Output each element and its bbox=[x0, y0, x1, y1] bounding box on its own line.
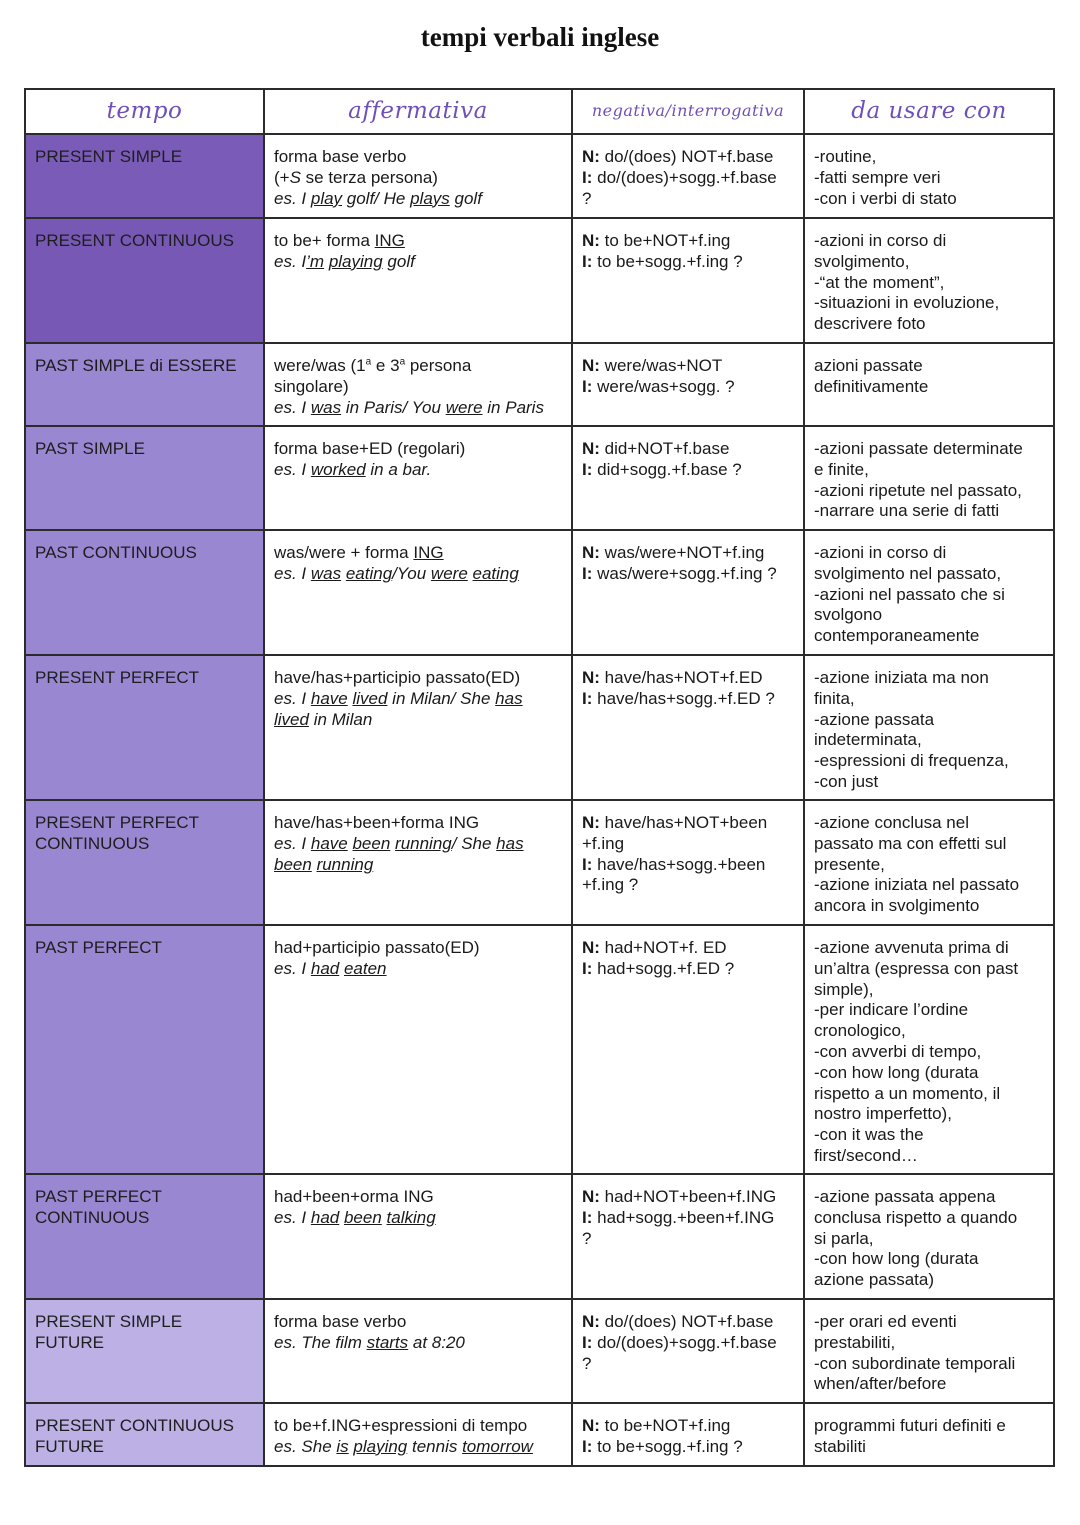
usage-line: nostro imperfetto), bbox=[814, 1104, 952, 1124]
interrogative-form: I: do/(does)+sogg.+f.base bbox=[582, 1332, 777, 1352]
interrogative-form: I: had+sogg.+f.ED ? bbox=[582, 958, 735, 978]
usage-line: -azione passata bbox=[814, 709, 935, 729]
form-line-cont: singolare) bbox=[274, 376, 349, 396]
negative-interrogative-cell bbox=[572, 530, 804, 655]
usage-line: -azioni in corso di bbox=[814, 231, 947, 250]
tense-name: PRESENT CONTINUOUS bbox=[35, 231, 234, 250]
header-tempo: tempo bbox=[25, 89, 264, 134]
usage-cell bbox=[804, 343, 1054, 426]
header-negativa-interrogativa: negativa/interrogativa bbox=[572, 89, 804, 134]
negative-form-cont: +f.ing bbox=[582, 833, 625, 853]
usage-line: -azione conclusa nel bbox=[814, 813, 969, 832]
usage-line: -routine, bbox=[814, 147, 877, 166]
negative-interrogative-cell bbox=[572, 1403, 804, 1466]
usage-cell bbox=[804, 426, 1054, 530]
interrogative-form-cont: +f.ing ? bbox=[582, 875, 639, 895]
usage-line: conclusa rispetto a quando bbox=[814, 1207, 1018, 1227]
usage-cell bbox=[804, 134, 1054, 218]
usage-line: -per orari ed eventi bbox=[814, 1312, 957, 1331]
usage-line: prestabiliti, bbox=[814, 1332, 896, 1352]
example: es. She is playing tennis tomorrow bbox=[274, 1436, 533, 1456]
interrogative-form: I: have/has+sogg.+been bbox=[582, 854, 766, 874]
usage-line: -azione iniziata ma non bbox=[814, 668, 989, 687]
form-line: to be+f.ING+espressioni di tempo bbox=[274, 1416, 528, 1435]
usage-line: -azione avvenuta prima di bbox=[814, 938, 1009, 957]
affirmative-cell bbox=[264, 134, 572, 218]
tense-name: PAST SIMPLE bbox=[35, 439, 145, 458]
table-row bbox=[25, 800, 1054, 925]
usage-line: -azioni in corso di bbox=[814, 543, 947, 562]
example: es. I play golf/ He plays golf bbox=[274, 188, 482, 208]
usage-cell bbox=[804, 1403, 1054, 1466]
usage-line: un’altra (espressa con past bbox=[814, 958, 1019, 978]
usage-line: azioni passate bbox=[814, 356, 923, 375]
tense-name-cont: FUTURE bbox=[35, 1332, 104, 1352]
affirmative-cell bbox=[264, 1174, 572, 1299]
negative-form: N: do/(does) NOT+f.base bbox=[582, 147, 774, 166]
tense-cell bbox=[25, 218, 264, 343]
usage-line: definitivamente bbox=[814, 376, 929, 396]
form-line: forma base verbo bbox=[274, 1312, 407, 1331]
table-row bbox=[25, 218, 1054, 343]
tense-cell bbox=[25, 655, 264, 800]
negative-interrogative-cell bbox=[572, 800, 804, 925]
usage-line: cronologico, bbox=[814, 1021, 906, 1041]
interrogative-form-cont: ? bbox=[582, 1353, 592, 1373]
negative-form: N: had+NOT+f. ED bbox=[582, 938, 727, 957]
tense-name-cont: FUTURE bbox=[35, 1436, 104, 1456]
usage-line: si parla, bbox=[814, 1228, 874, 1248]
tense-name: PAST CONTINUOUS bbox=[35, 543, 197, 562]
form-line: were/was (1$^a$ e 3$^a$ persona bbox=[274, 356, 472, 375]
usage-line: -con i verbi di stato bbox=[814, 188, 957, 208]
usage-line: when/after/before bbox=[814, 1374, 947, 1394]
example: es. I have lived in Milan/ She has bbox=[274, 688, 523, 708]
table-row bbox=[25, 426, 1054, 530]
interrogative-form: I: have/has+sogg.+f.ED ? bbox=[582, 688, 775, 708]
negative-interrogative-cell bbox=[572, 343, 804, 426]
usage-line: contemporaneamente bbox=[814, 626, 980, 646]
table-row bbox=[25, 343, 1054, 426]
usage-line: simple), bbox=[814, 979, 874, 999]
usage-line: svolgimento, bbox=[814, 251, 910, 271]
affirmative-cell bbox=[264, 426, 572, 530]
table-row bbox=[25, 1174, 1054, 1299]
usage-line: finita, bbox=[814, 688, 855, 708]
usage-line: -azione passata appena bbox=[814, 1187, 996, 1206]
usage-line: rispetto a un momento, il bbox=[814, 1083, 1001, 1103]
usage-cell bbox=[804, 800, 1054, 925]
usage-line: -con how long (durata bbox=[814, 1062, 979, 1082]
usage-line: descrivere foto bbox=[814, 314, 926, 334]
header-affermativa: affermativa bbox=[264, 89, 572, 134]
form-line: forma base verbo bbox=[274, 147, 407, 166]
example: es. I’m playing golf bbox=[274, 251, 415, 271]
tense-name: PAST PERFECT bbox=[35, 1187, 162, 1206]
page-title: tempi verbali inglese bbox=[420, 22, 660, 52]
interrogative-form: I: to be+sogg.+f.ing ? bbox=[582, 1436, 743, 1456]
tense-name-cont: CONTINUOUS bbox=[35, 833, 150, 853]
usage-cell bbox=[804, 1299, 1054, 1403]
usage-line: programmi futuri definiti e bbox=[814, 1416, 1006, 1435]
verb-tenses-table bbox=[24, 88, 1055, 1467]
interrogative-form: I: was/were+sogg.+f.ing ? bbox=[582, 563, 777, 583]
negative-interrogative-cell bbox=[572, 925, 804, 1174]
negative-interrogative-cell bbox=[572, 426, 804, 530]
usage-line: -con just bbox=[814, 771, 879, 791]
usage-line: -con how long (durata bbox=[814, 1249, 979, 1269]
usage-line: svolgono bbox=[814, 605, 883, 625]
tense-name: PRESENT CONTINUOUS bbox=[35, 1416, 234, 1435]
example: es. I have been running/ She has bbox=[274, 833, 524, 853]
example-cont: been running bbox=[274, 854, 374, 874]
usage-line: indeterminata, bbox=[814, 730, 922, 750]
tense-cell bbox=[25, 1299, 264, 1403]
usage-cell bbox=[804, 655, 1054, 800]
form-note: (+S se terza persona) bbox=[274, 167, 438, 187]
usage-line: -situazioni in evoluzione, bbox=[814, 293, 1000, 313]
usage-cell bbox=[804, 530, 1054, 655]
tense-cell bbox=[25, 134, 264, 218]
tense-name-cont: CONTINUOUS bbox=[35, 1207, 150, 1227]
example: es. I had been talking bbox=[274, 1207, 436, 1227]
usage-line: ancora in svolgimento bbox=[814, 896, 980, 916]
usage-line: azione passata) bbox=[814, 1270, 935, 1290]
negative-interrogative-cell bbox=[572, 134, 804, 218]
usage-line: -fatti sempre veri bbox=[814, 167, 941, 187]
header-da-usare-con: da usare con bbox=[804, 89, 1054, 134]
usage-cell bbox=[804, 218, 1054, 343]
negative-form: N: have/has+NOT+been bbox=[582, 813, 768, 832]
usage-line: -per indicare l’ordine bbox=[814, 1000, 969, 1020]
interrogative-form: I: did+sogg.+f.base ? bbox=[582, 459, 742, 479]
negative-form: N: were/was+NOT bbox=[582, 356, 723, 375]
usage-line: -con avverbi di tempo, bbox=[814, 1041, 982, 1061]
tense-cell bbox=[25, 530, 264, 655]
affirmative-cell bbox=[264, 530, 572, 655]
negative-interrogative-cell bbox=[572, 218, 804, 343]
interrogative-form: I: to be+sogg.+f.ing ? bbox=[582, 251, 743, 271]
table-row bbox=[25, 1299, 1054, 1403]
interrogative-form-cont: ? bbox=[582, 188, 592, 208]
table-row bbox=[25, 1403, 1054, 1466]
tense-name: PAST PERFECT bbox=[35, 938, 162, 957]
negative-form: N: to be+NOT+f.ing bbox=[582, 231, 731, 250]
affirmative-cell bbox=[264, 218, 572, 343]
form-line: to be+ forma ING bbox=[274, 231, 405, 250]
negative-form: N: have/has+NOT+f.ED bbox=[582, 668, 763, 687]
negative-form: N: do/(does) NOT+f.base bbox=[582, 1312, 774, 1331]
usage-line: -“at the moment”, bbox=[814, 272, 945, 292]
tense-cell bbox=[25, 426, 264, 530]
usage-line: svolgimento nel passato, bbox=[814, 563, 1002, 583]
negative-form: N: was/were+NOT+f.ing bbox=[582, 543, 765, 562]
header-row bbox=[25, 89, 1054, 134]
usage-line: stabiliti bbox=[814, 1436, 866, 1456]
table-row bbox=[25, 925, 1054, 1174]
usage-line: -azioni ripetute nel passato, bbox=[814, 480, 1022, 500]
negative-form: N: had+NOT+been+f.ING bbox=[582, 1187, 777, 1206]
interrogative-form: I: do/(does)+sogg.+f.base bbox=[582, 167, 777, 187]
example-cont: lived in Milan bbox=[274, 709, 373, 729]
tense-name: PRESENT SIMPLE bbox=[35, 1312, 183, 1331]
example: es. I worked in a bar. bbox=[274, 459, 432, 479]
table-row bbox=[25, 134, 1054, 218]
form-line: have/has+been+forma ING bbox=[274, 813, 480, 832]
affirmative-cell bbox=[264, 925, 572, 1174]
negative-interrogative-cell bbox=[572, 1174, 804, 1299]
usage-line: presente, bbox=[814, 854, 885, 874]
negative-interrogative-cell bbox=[572, 1299, 804, 1403]
negative-form: N: did+NOT+f.base bbox=[582, 439, 730, 458]
interrogative-form: I: had+sogg.+been+f.ING bbox=[582, 1207, 775, 1227]
usage-cell bbox=[804, 1174, 1054, 1299]
tense-name: PAST SIMPLE di ESSERE bbox=[35, 356, 237, 375]
usage-line: -con it was the bbox=[814, 1125, 924, 1145]
affirmative-cell bbox=[264, 800, 572, 925]
usage-line: e finite, bbox=[814, 459, 869, 479]
form-line: have/has+participio passato(ED) bbox=[274, 668, 521, 687]
example: es. I was in Paris/ You were in Paris bbox=[274, 397, 544, 417]
tense-cell bbox=[25, 1403, 264, 1466]
tense-cell bbox=[25, 1174, 264, 1299]
tense-name: PRESENT SIMPLE bbox=[35, 147, 183, 166]
form-line: had+participio passato(ED) bbox=[274, 938, 480, 957]
usage-line: -azione iniziata nel passato bbox=[814, 875, 1020, 895]
example: es. I had eaten bbox=[274, 958, 387, 978]
usage-line: first/second… bbox=[814, 1145, 918, 1165]
form-line: was/were + forma ING bbox=[274, 543, 444, 562]
usage-line: -azioni nel passato che si bbox=[814, 584, 1005, 604]
usage-line: -azioni passate determinate bbox=[814, 439, 1023, 458]
usage-line: passato ma con effetti sul bbox=[814, 833, 1007, 853]
usage-cell bbox=[804, 925, 1054, 1174]
negative-interrogative-cell bbox=[572, 655, 804, 800]
form-line: forma base+ED (regolari) bbox=[274, 439, 466, 458]
example: es. I was eating/You were eating bbox=[274, 563, 519, 583]
tense-cell bbox=[25, 925, 264, 1174]
usage-line: -narrare una serie di fatti bbox=[814, 501, 1000, 521]
interrogative-form: I: were/was+sogg. ? bbox=[582, 376, 735, 396]
affirmative-cell bbox=[264, 655, 572, 800]
form-line: had+been+orma ING bbox=[274, 1187, 434, 1206]
usage-line: -con subordinate temporali bbox=[814, 1353, 1016, 1373]
table-row bbox=[25, 530, 1054, 655]
usage-line: -espressioni di frequenza, bbox=[814, 751, 1009, 771]
tense-cell bbox=[25, 343, 264, 426]
tense-name: PRESENT PERFECT bbox=[35, 668, 200, 687]
negative-form: N: to be+NOT+f.ing bbox=[582, 1416, 731, 1435]
table-row bbox=[25, 655, 1054, 800]
affirmative-cell bbox=[264, 1299, 572, 1403]
affirmative-cell bbox=[264, 1403, 572, 1466]
tense-name: PRESENT PERFECT bbox=[35, 813, 200, 832]
tense-cell bbox=[25, 800, 264, 925]
affirmative-cell bbox=[264, 343, 572, 426]
example: es. The film starts at 8:20 bbox=[274, 1332, 465, 1352]
interrogative-form-cont: ? bbox=[582, 1228, 592, 1248]
